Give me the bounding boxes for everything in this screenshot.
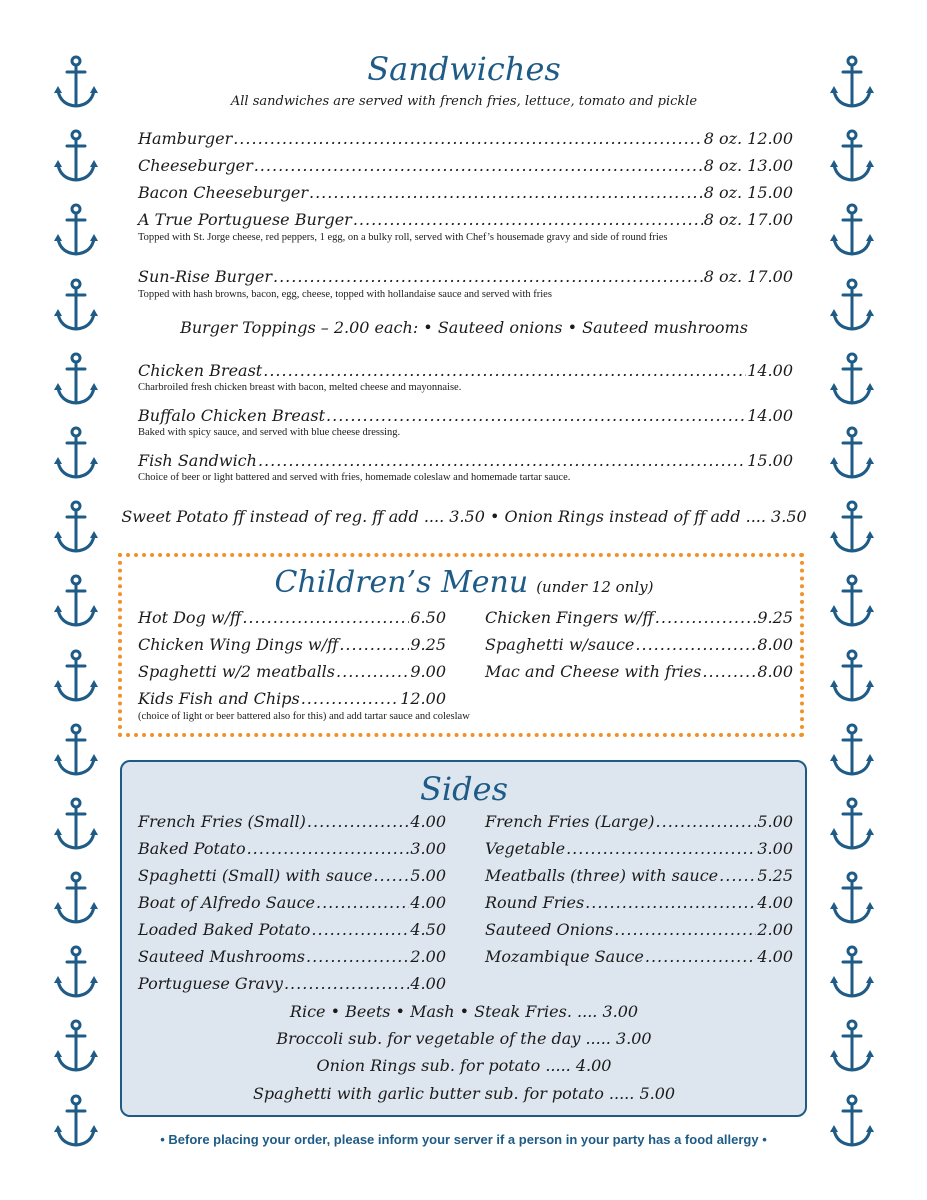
childrens-title-text: Children’s Menu xyxy=(274,565,529,600)
item-description: (choice of light or beer battered also for this) and add tartar sauce and coleslaw xyxy=(138,711,470,722)
item-price: 9.25 xyxy=(410,635,446,654)
anchor-icon xyxy=(53,203,99,259)
item-name: Meatballs (three) with sauce xyxy=(485,866,719,885)
anchor-icon xyxy=(53,797,99,853)
item-price: 14.00 xyxy=(747,361,793,380)
item-price: 9.25 xyxy=(757,608,793,627)
menu-item xyxy=(138,635,446,654)
item-price: 15.00 xyxy=(747,451,793,470)
item-description: Topped with St. Jorge cheese, red peppers, 1 egg, on a bulky roll, served with Chef’s housemade gravy and side of round fries xyxy=(138,232,668,243)
menu-item xyxy=(138,451,793,470)
item-name: Bacon Cheeseburger xyxy=(138,183,308,202)
menu-item xyxy=(485,635,793,654)
item-name: Kids Fish and Chips xyxy=(138,689,300,708)
burger-toppings: Burger Toppings – 2.00 each: • Sauteed onions • Sauteed mushrooms xyxy=(180,318,748,337)
menu-item xyxy=(138,839,446,858)
menu-item xyxy=(138,406,793,425)
menu-item xyxy=(138,866,446,885)
menu-item xyxy=(485,662,793,681)
item-price: 4.00 xyxy=(410,893,446,912)
item-price: 8 oz. 17.00 xyxy=(703,210,793,229)
item-name: Spaghetti w/sauce xyxy=(485,635,635,654)
item-price: 5.00 xyxy=(410,866,446,885)
item-price: 9.00 xyxy=(410,662,446,681)
item-price: 4.00 xyxy=(410,974,446,993)
item-price: 8 oz. 17.00 xyxy=(703,267,793,286)
anchor-icon xyxy=(829,55,875,111)
item-name: French Fries (Small) xyxy=(138,812,306,831)
menu-item xyxy=(138,183,793,202)
item-name: Sun-Rise Burger xyxy=(138,267,272,286)
item-name: French Fries (Large) xyxy=(485,812,655,831)
menu-item xyxy=(138,920,446,939)
item-name: A True Portuguese Burger xyxy=(138,210,352,229)
anchor-icon xyxy=(829,723,875,779)
sandwiches-title: Sandwiches xyxy=(367,50,561,88)
item-name: Fish Sandwich xyxy=(138,451,257,470)
item-name: Chicken Breast xyxy=(138,361,263,380)
item-name: Boat of Alfredo Sauce xyxy=(138,893,315,912)
item-name: Portuguese Gravy xyxy=(138,974,283,993)
anchor-icon xyxy=(53,649,99,705)
menu-item xyxy=(138,210,793,229)
anchor-icon xyxy=(53,945,99,1001)
menu-item xyxy=(138,812,446,831)
childrens-menu-title xyxy=(118,565,810,600)
item-price: 8.00 xyxy=(757,635,793,654)
item-price: 2.00 xyxy=(410,947,446,966)
item-name: Sauteed Mushrooms xyxy=(138,947,305,966)
item-price: 4.00 xyxy=(757,947,793,966)
sides-line: Spaghetti with garlic butter sub. for potato ..... 5.00 xyxy=(252,1084,676,1103)
menu-item xyxy=(138,689,446,708)
sandwiches-subtitle: All sandwiches are served with french fries, lettuce, tomato and pickle xyxy=(230,94,698,109)
right-anchor-border xyxy=(829,55,875,1168)
anchor-icon xyxy=(829,945,875,1001)
anchor-icon xyxy=(53,500,99,556)
menu-item xyxy=(485,920,793,939)
sides-line: Onion Rings sub. for potato ..... 4.00 xyxy=(316,1056,612,1075)
menu-item xyxy=(485,866,793,885)
fries-extras: Sweet Potato ff instead of reg. ff add .... 3.50 • Onion Rings instead of ff add .... 3.50 xyxy=(121,507,807,526)
item-price: 4.00 xyxy=(757,893,793,912)
item-description: Baked with spicy sauce, and served with blue cheese dressing. xyxy=(138,427,401,438)
item-name: Hamburger xyxy=(138,129,233,148)
menu-item xyxy=(485,893,793,912)
item-name: Buffalo Chicken Breast xyxy=(138,406,326,425)
sides-line: Broccoli sub. for vegetable of the day ..... 3.00 xyxy=(276,1029,652,1048)
item-name: Spaghetti w/2 meatballs xyxy=(138,662,336,681)
item-price: 5.00 xyxy=(757,812,793,831)
item-price: 14.00 xyxy=(747,406,793,425)
item-price: 8 oz. 12.00 xyxy=(703,129,793,148)
item-name: Baked Potato xyxy=(138,839,246,858)
item-name: Spaghetti (Small) with sauce xyxy=(138,866,373,885)
menu-item xyxy=(138,361,793,380)
item-price: 4.50 xyxy=(410,920,446,939)
menu-item xyxy=(485,839,793,858)
item-name: Hot Dog w/ff xyxy=(138,608,242,627)
menu-item xyxy=(138,129,793,148)
item-price: 6.50 xyxy=(410,608,446,627)
anchor-icon xyxy=(53,723,99,779)
item-name: Cheeseburger xyxy=(138,156,253,175)
anchor-icon xyxy=(829,129,875,185)
anchor-icon xyxy=(53,55,99,111)
item-price: 4.00 xyxy=(410,812,446,831)
item-name: Mozambique Sauce xyxy=(485,947,644,966)
item-name: Mac and Cheese with fries xyxy=(485,662,702,681)
menu-item xyxy=(138,974,446,993)
item-price: 3.00 xyxy=(410,839,446,858)
menu-item xyxy=(138,893,446,912)
item-name: Vegetable xyxy=(485,839,566,858)
item-name: Loaded Baked Potato xyxy=(138,920,311,939)
item-price: 3.00 xyxy=(757,839,793,858)
anchor-icon xyxy=(829,797,875,853)
menu-item xyxy=(138,267,793,286)
item-price: 5.25 xyxy=(757,866,793,885)
anchor-icon xyxy=(53,871,99,927)
menu-item xyxy=(138,947,446,966)
anchor-icon xyxy=(829,1019,875,1075)
item-price: 2.00 xyxy=(757,920,793,939)
anchor-icon xyxy=(829,352,875,408)
item-name: Sauteed Onions xyxy=(485,920,614,939)
item-name: Chicken Fingers w/ff xyxy=(485,608,654,627)
item-description: Charbroiled fresh chicken breast with bacon, melted cheese and mayonnaise. xyxy=(138,382,462,393)
menu-item xyxy=(138,662,446,681)
menu-item xyxy=(138,156,793,175)
anchor-icon xyxy=(829,278,875,334)
sides-title: Sides xyxy=(420,770,508,808)
menu-item xyxy=(485,608,793,627)
anchor-icon xyxy=(53,352,99,408)
item-price: 8 oz. 15.00 xyxy=(703,183,793,202)
item-description: Topped with hash browns, bacon, egg, cheese, topped with hollandaise sauce and served with fries xyxy=(138,289,552,300)
anchor-icon xyxy=(53,426,99,482)
anchor-icon xyxy=(829,871,875,927)
anchor-icon xyxy=(829,203,875,259)
left-anchor-border xyxy=(53,55,99,1168)
anchor-icon xyxy=(53,1019,99,1075)
item-name: Chicken Wing Dings w/ff xyxy=(138,635,339,654)
allergy-notice: • Before placing your order, please inform your server if a person in your party has a food allergy • xyxy=(160,1132,767,1147)
item-price: 12.00 xyxy=(400,689,446,708)
item-price: 8.00 xyxy=(757,662,793,681)
anchor-icon xyxy=(829,426,875,482)
item-description: Choice of beer or light battered and served with fries, homemade coleslaw and homemade tartar sauce. xyxy=(138,472,571,483)
item-price: 8 oz. 13.00 xyxy=(703,156,793,175)
anchor-icon xyxy=(829,649,875,705)
anchor-icon xyxy=(53,129,99,185)
anchor-icon xyxy=(53,574,99,630)
menu-item xyxy=(485,947,793,966)
menu-item xyxy=(485,812,793,831)
anchor-icon xyxy=(53,278,99,334)
childrens-age-note: (under 12 only) xyxy=(536,578,654,596)
sides-line: Rice • Beets • Mash • Steak Fries. .... 3.00 xyxy=(289,1002,639,1021)
anchor-icon xyxy=(829,500,875,556)
anchor-icon xyxy=(829,574,875,630)
item-name: Round Fries xyxy=(485,893,585,912)
menu-item xyxy=(138,608,446,627)
